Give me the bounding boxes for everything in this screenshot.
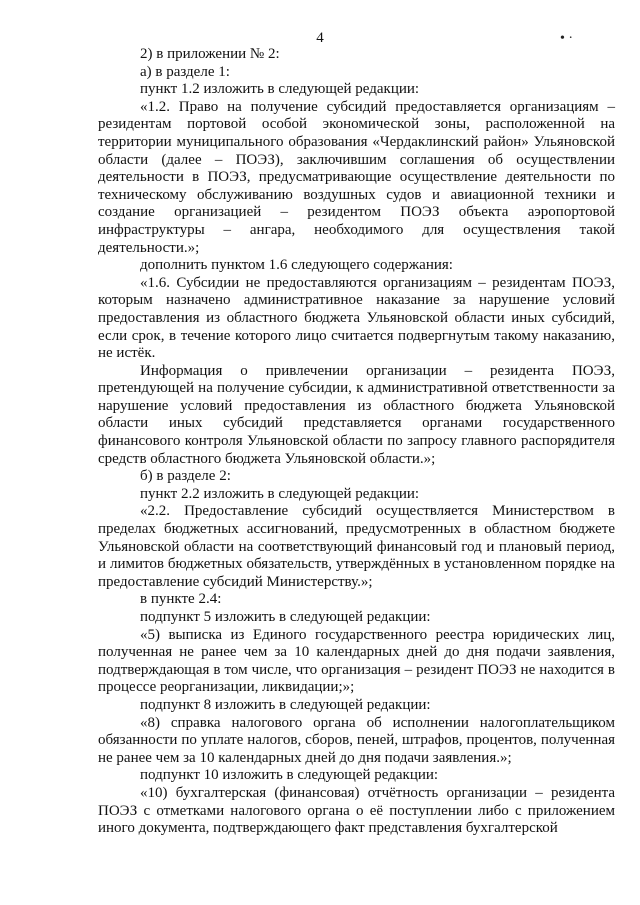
paragraph: подпункт 8 изложить в следующей редакции: — [140, 696, 431, 713]
paragraph: Информация о привлечении организации – резидента ПОЭЗ, претендующей на получение субсидии, к административной ответственности за нарушение условий предоставления из областного бюджета Ульяновской области иных субсидий представляется органами государственного финансового контроля Ульяновской области по запросу главного распорядителя средств областного бюджета Ульяновской области.»; — [98, 362, 615, 467]
paragraph: б) в разделе 2: — [140, 468, 231, 485]
paragraph: в пункте 2.4: — [140, 591, 222, 608]
paragraph: «1.2. Право на получение субсидий предоставляется организациям – резидентам портовой особой экономической зоны, расположенной на территории муниципального образования «Чердаклинский район» Ульяновской области (далее – ПОЭЗ), заключившим соглашения об осуществлении деятельности в ПОЭЗ, предусматривающие осуществление деятельности по техническому обслуживанию воздушных судов и авиационной техники и создание организацией – резидентом ПОЭЗ объекта аэропортовой инфраструктуры – ангара, необходимого для осуществления такой деятельности.»; — [98, 98, 615, 256]
paragraph: 2) в приложении № 2: — [140, 46, 280, 62]
paragraph: «2.2. Предоставление субсидий осуществляется Министерством в пределах бюджетных ассигнований, предусмотренных в областном бюджете Ульяновской области на соответствующий финансовый год и плановый период, и лимитов бюджетных обязательств, утверждённых в установленном порядке на предоставление субсидий Министерству.»; — [98, 503, 615, 590]
corner-mark: • · — [560, 31, 574, 46]
paragraph: дополнить пунктом 1.6 следующего содержания: — [140, 257, 453, 274]
paragraph: «1.6. Субсидии не предоставляются организациям – резидентам ПОЭЗ, которым назначено административное наказание за нарушение условий предоставления из областного бюджета Ульяновской области иных субсидий, если срок, в течение которого лицо считается подвергнутым такому наказанию, не истёк. — [98, 274, 615, 362]
document-body — [98, 46, 615, 838]
page-number: 4 — [316, 30, 324, 46]
paragraph: «8) справка налогового органа об исполнении налогоплательщиком обязанности по уплате налогов, сборов, пеней, штрафов, процентов, полученная не ранее чем за 10 календарных дней до дня подачи заявления.»; — [98, 714, 615, 766]
paragraph: «10) бухгалтерская (финансовая) отчётность организации – резидента ПОЭЗ с отметками налогового органа о её поступлении либо с приложением иного документа, подтверждающего факт представления бухгалтерской — [98, 784, 615, 837]
paragraph: а) в разделе 1: — [140, 63, 230, 80]
paragraph: подпункт 5 изложить в следующей редакции: — [140, 609, 431, 625]
paragraph: пункт 2.2 изложить в следующей редакции: — [140, 485, 420, 502]
paragraph: пункт 1.2 изложить в следующей редакции: — [140, 81, 420, 98]
paragraph: «5) выписка из Единого государственного реестра юридических лиц, полученная не ранее чем за 10 календарных дней до дня подачи заявления, подтверждающая в том числе, что организация – резидент ПОЭЗ не находится в процессе реорганизации, ликвидации;»; — [98, 626, 615, 696]
paragraph: подпункт 10 изложить в следующей редакции: — [140, 767, 439, 784]
